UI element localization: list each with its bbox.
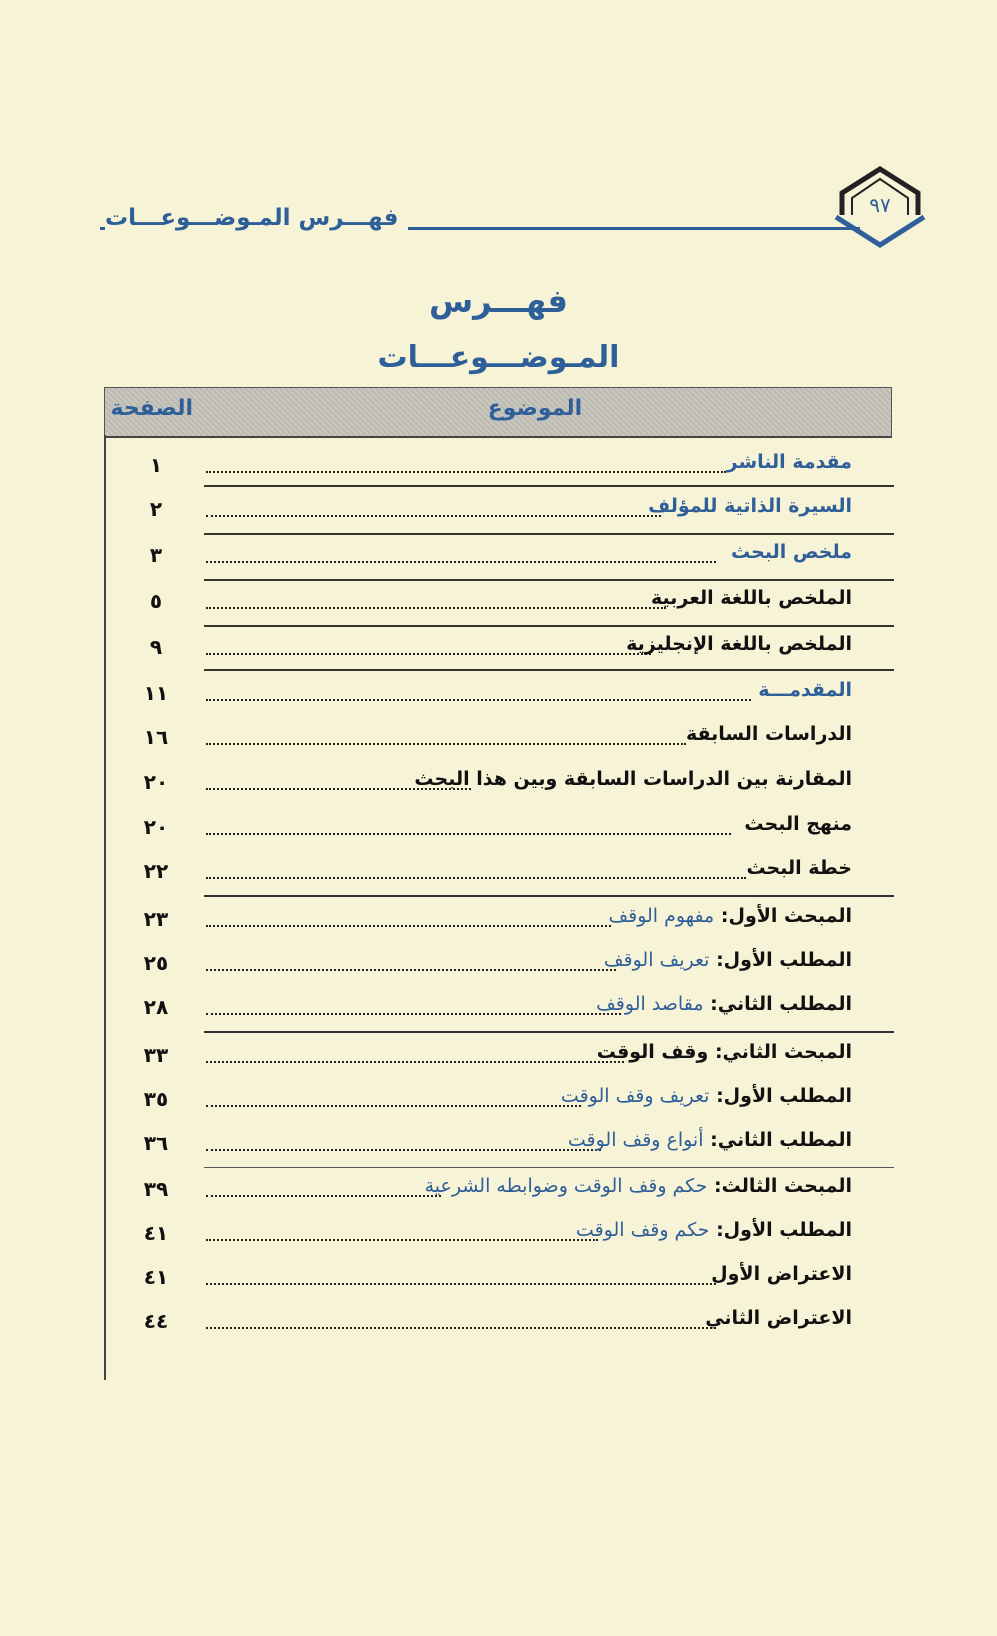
toc-row[interactable] bbox=[106, 1301, 892, 1345]
column-header-page: الصفحة bbox=[110, 396, 193, 421]
page-ref: ٢٣ bbox=[143, 907, 169, 931]
toc-row[interactable] bbox=[106, 445, 892, 489]
dot-leader bbox=[206, 653, 651, 655]
topic-title: الدراسات السابقة bbox=[685, 723, 852, 745]
topic-subtitle: حكم وقف الوقت bbox=[575, 1219, 710, 1241]
page-ref: ٩ bbox=[149, 635, 163, 659]
column-header-topic: الموضوع bbox=[487, 396, 583, 421]
toc-row[interactable] bbox=[106, 943, 892, 987]
dot-leader bbox=[206, 1327, 716, 1329]
row-separator bbox=[204, 485, 894, 487]
dot-leader bbox=[206, 1149, 601, 1151]
dot-leader bbox=[206, 1061, 624, 1063]
toc-row[interactable] bbox=[106, 1123, 892, 1167]
dot-leader bbox=[206, 1239, 598, 1241]
topic-title bbox=[576, 1219, 852, 1241]
topic-title bbox=[604, 949, 852, 971]
dot-leader bbox=[206, 699, 751, 701]
topic-subtitle: تعريف وقف الوقت bbox=[560, 1085, 710, 1107]
page-ref: ٤١ bbox=[143, 1265, 169, 1289]
topic-subtitle: تعريف الوقف bbox=[603, 949, 710, 971]
page-number-badge bbox=[830, 165, 930, 255]
topic-subtitle: وقف الوقت bbox=[596, 1041, 709, 1063]
toc-row[interactable] bbox=[106, 1257, 892, 1301]
toc-table bbox=[104, 387, 892, 1387]
index-subtitle: المـوضـــوعـــات bbox=[377, 340, 620, 375]
page-ref: ٥ bbox=[149, 589, 163, 613]
toc-row[interactable] bbox=[106, 762, 892, 806]
dot-leader bbox=[206, 471, 726, 473]
topic-subtitle: حكم وقف الوقت وضوابطه الشرعية bbox=[424, 1175, 708, 1197]
page-ref: ١ bbox=[149, 453, 163, 477]
page-ref: ٣٩ bbox=[143, 1177, 169, 1201]
topic-title: مقدمة الناشر bbox=[726, 451, 852, 473]
topic-subtitle: أنواع وقف الوقت bbox=[567, 1129, 704, 1151]
dot-leader bbox=[206, 743, 686, 745]
page-ref: ٣ bbox=[149, 543, 163, 567]
page-ref: ٢٨ bbox=[143, 995, 169, 1019]
index-title: فهـــرس bbox=[429, 282, 568, 320]
toc-row[interactable] bbox=[106, 1213, 892, 1257]
topic-title: المقارنة بين الدراسات السابقة وبين هذا البحث bbox=[414, 768, 852, 790]
topic-title: الاعتراض الثاني bbox=[705, 1307, 852, 1329]
topic-title: السيرة الذاتية للمؤلف bbox=[648, 495, 852, 517]
dot-leader bbox=[206, 969, 616, 971]
dot-leader bbox=[206, 1283, 716, 1285]
page-ref: ٤١ bbox=[143, 1221, 169, 1245]
topic-subtitle: مفهوم الوقف bbox=[608, 905, 715, 927]
dot-leader bbox=[206, 877, 746, 879]
toc-row[interactable] bbox=[106, 807, 892, 851]
page-ref: ٣٦ bbox=[143, 1131, 169, 1155]
page-ref: ٣٥ bbox=[143, 1087, 169, 1111]
dot-leader bbox=[206, 1195, 441, 1197]
toc-row[interactable] bbox=[106, 1169, 892, 1213]
toc-row[interactable] bbox=[106, 899, 892, 943]
toc-row[interactable] bbox=[106, 489, 892, 533]
toc-row[interactable] bbox=[106, 851, 892, 895]
topic-label: المطلب الأول: bbox=[716, 949, 852, 971]
running-header bbox=[100, 165, 930, 255]
row-separator bbox=[204, 895, 894, 897]
topic-title bbox=[597, 1041, 852, 1063]
toc-row[interactable] bbox=[106, 1035, 892, 1079]
row-separator bbox=[204, 1167, 894, 1168]
topic-label: المبحث الثالث: bbox=[714, 1175, 852, 1197]
topic-subtitle: مقاصد الوقف bbox=[596, 993, 704, 1015]
toc-row[interactable] bbox=[106, 1079, 892, 1123]
toc-row[interactable] bbox=[106, 535, 892, 579]
running-title: فهـــرس المـوضـــوعـــات bbox=[105, 205, 408, 231]
page-number: ٩٧ bbox=[869, 193, 891, 217]
row-separator bbox=[204, 1031, 894, 1033]
page-ref: ٢٠ bbox=[143, 815, 169, 839]
topic-label: المطلب الثاني: bbox=[710, 1129, 852, 1151]
toc-header bbox=[104, 387, 892, 438]
dot-leader bbox=[206, 833, 731, 835]
topic-label: المبحث الأول: bbox=[720, 905, 852, 927]
topic-title: منهج البحث bbox=[744, 813, 852, 835]
row-separator bbox=[204, 669, 894, 671]
page-ref: ٢٢ bbox=[143, 859, 169, 883]
dot-leader bbox=[206, 561, 716, 563]
page-ref: ٣٣ bbox=[143, 1043, 169, 1067]
topic-title: ملخص البحث bbox=[731, 541, 852, 563]
toc-row[interactable] bbox=[106, 673, 892, 717]
topic-label: المبحث الثاني: bbox=[714, 1041, 852, 1063]
page-ref: ١٦ bbox=[143, 725, 169, 749]
topic-title bbox=[596, 993, 852, 1015]
topic-title: الملخص باللغة الإنجليزية bbox=[626, 633, 852, 655]
dot-leader bbox=[206, 1105, 581, 1107]
dot-leader bbox=[206, 925, 611, 927]
topic-title bbox=[608, 905, 852, 927]
page-ref: ٢٥ bbox=[143, 951, 169, 975]
dot-leader bbox=[206, 515, 661, 517]
topic-title: الاعتراض الأول bbox=[711, 1263, 852, 1285]
page-ref: ٢٠ bbox=[143, 770, 169, 794]
topic-label: المطلب الأول: bbox=[716, 1085, 852, 1107]
topic-title: الملخص باللغة العربية bbox=[651, 587, 852, 609]
page-ref: ١١ bbox=[143, 681, 169, 705]
topic-label: المطلب الثاني: bbox=[710, 993, 852, 1015]
toc-row[interactable] bbox=[106, 627, 892, 671]
page-ref: ٤٤ bbox=[143, 1309, 169, 1333]
toc-row[interactable] bbox=[106, 987, 892, 1031]
topic-label: المطلب الأول: bbox=[716, 1219, 852, 1241]
topic-title bbox=[561, 1085, 852, 1107]
dot-leader bbox=[206, 1013, 621, 1015]
page-ref: ٢ bbox=[149, 497, 163, 521]
topic-title: خطة البحث bbox=[746, 857, 852, 879]
topic-title bbox=[568, 1129, 852, 1151]
toc-row[interactable] bbox=[106, 581, 892, 625]
toc-row[interactable] bbox=[106, 717, 892, 761]
topic-title bbox=[425, 1175, 852, 1197]
dot-leader bbox=[206, 607, 666, 609]
topic-title: المقدمـــة bbox=[758, 679, 852, 701]
